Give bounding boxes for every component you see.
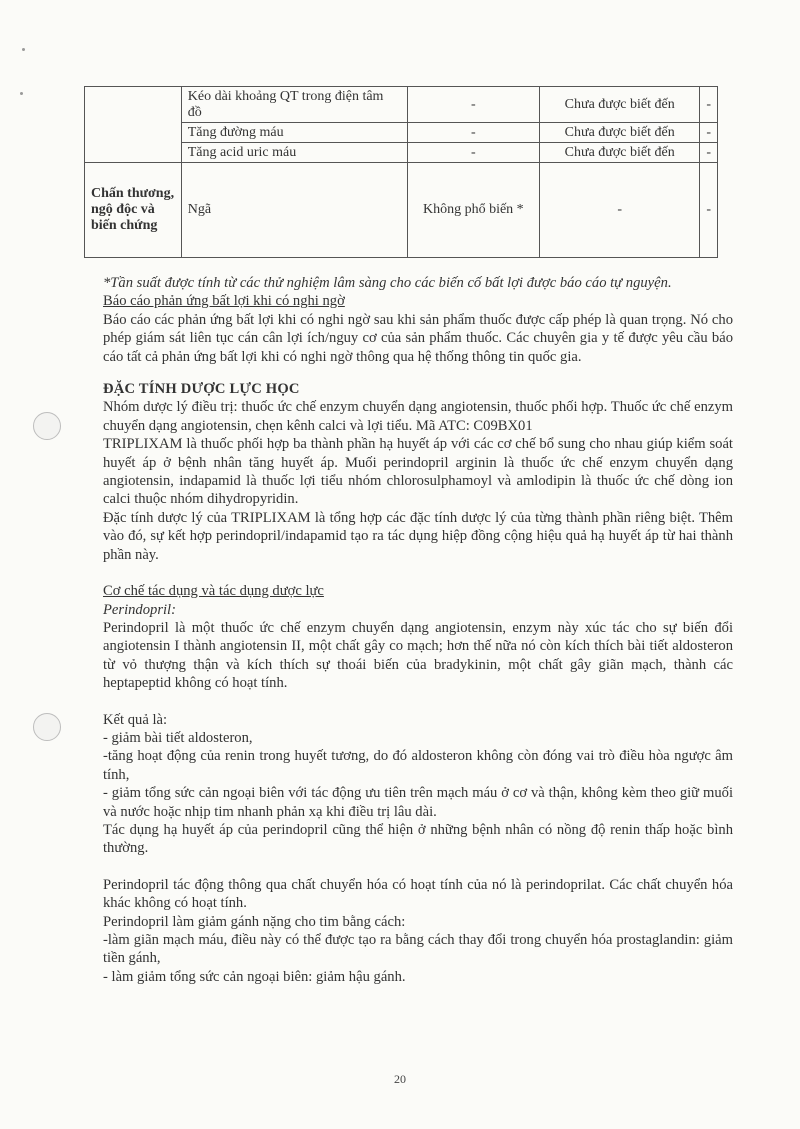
paragraph: Perindopril làm giảm gánh nặng cho tim bằng cách: (103, 913, 406, 930)
result-label: Kết quả là: (103, 711, 168, 728)
document-body (103, 274, 733, 986)
subsection-heading: Cơ chế tác dụng và tác dụng dược lực (103, 583, 324, 600)
report-paragraph: Báo cáo các phản ứng bất lợi khi có nghi ngờ sau khi sản phẩm thuốc được cấp phép là quan trọng. Nó cho phép giám sát liên tục cán cân lợi ích/nguy cơ của sản phẩm thuốc. Các chuyên gia y tế được yêu cầu báo cáo tất cả phản ứng bất lợi khi có nghi ngờ thông qua hệ thống thông tin quốc gia. (103, 311, 733, 365)
binder-hole (33, 412, 61, 440)
report-heading: Báo cáo phản ứng bất lợi khi có nghi ngờ (103, 293, 345, 310)
frequency-cell: - (540, 163, 700, 258)
section-heading: ĐẶC TÍNH DƯỢC LỰC HỌC (103, 381, 300, 398)
page-number: 20 (394, 1072, 406, 1086)
drug-label: Perindopril: (103, 601, 176, 618)
adverse-reactions-table (84, 86, 718, 258)
paragraph: Nhóm dược lý điều trị: thuốc ức chế enzym chuyển dạng angiotensin, thuốc phối hợp. Thuốc ức chế enzym chuyển dạng angiotensin, chẹn kênh calci và lợi tiểu. Mã ATC: C09BX01 (103, 399, 733, 434)
list-item: -làm giãn mạch máu, điều này có thể được tạo ra bằng cách thay đổi trong chuyển hóa prostaglandin: giảm tiền gánh, (103, 932, 733, 967)
list-item: - làm giảm tổng sức cản ngoại biên: giảm hậu gánh. (103, 968, 406, 985)
spacer (103, 858, 733, 876)
soc-cell: Chấn thương, ngộ độc và biến chứng (85, 163, 182, 258)
frequency-cell: Chưa được biết đến (540, 143, 700, 163)
reaction-cell: Ngã (181, 163, 407, 258)
paragraph: Tác dụng hạ huyết áp của perindopril cũng thể hiện ở những bệnh nhân có nồng độ renin thấp hoặc bình thường. (103, 821, 733, 857)
paragraph: Đặc tính dược lý của TRIPLIXAM là tổng hợp các đặc tính dược lý của từng thành phần riêng biệt. Thêm vào đó, sự kết hợp perindopril/indapamid tạo ra tác dụng hiệp đồng cộng hiệu quả hạ huyết áp từ hai thành phần này. (103, 509, 733, 563)
frequency-cell: - (407, 143, 539, 163)
frequency-cell: - (407, 123, 539, 143)
table-row (85, 163, 718, 258)
frequency-cell: - (700, 143, 718, 163)
spacer (103, 564, 733, 582)
reaction-cell: Tăng acid uric máu (181, 143, 407, 163)
frequency-cell: Chưa được biết đến (540, 123, 700, 143)
frequency-cell: - (407, 87, 539, 123)
reaction-cell: Kéo dài khoảng QT trong điện tâm đồ (181, 87, 407, 123)
list-item: -tăng hoạt động của renin trong huyết tương, do đó aldosteron không còn đóng vai trò điều hòa ngược âm tính, (103, 748, 733, 783)
spacer (103, 693, 733, 711)
reaction-cell: Tăng đường máu (181, 123, 407, 143)
list-item: - giảm tổng sức cản ngoại biên với tác động ưu tiên trên mạch máu ở cơ và thận, không kèm theo giữ muối và nước hoặc nhịp tim nhanh phản xạ khi điều trị lâu dài. (103, 785, 733, 820)
frequency-cell: - (700, 87, 718, 123)
paragraph: Perindopril là một thuốc ức chế enzym chuyển dạng angiotensin, enzym này xúc tác cho sự biến đổi angiotensin I thành angiotensin II, một chất gây co mạch; hơn thế nữa nó còn kích thích bài tiết aldosteron từ vỏ thượng thận và kích thích sự thoái biến của bradykinin, một chất gây giãn mạch, thành các heptapeptid không có hoạt tính. (103, 619, 733, 692)
paragraph: Perindopril tác động thông qua chất chuyển hóa có hoạt tính của nó là perindoprilat. Các chất chuyển hóa khác không có hoạt tính. (103, 876, 733, 912)
frequency-cell: Chưa được biết đến (540, 87, 700, 123)
scan-speck (22, 48, 25, 51)
frequency-cell: - (700, 123, 718, 143)
soc-cell (85, 87, 182, 163)
table-footnote: *Tần suất được tính từ các thử nghiệm lâm sàng cho các biến cố bất lợi được báo cáo tự nguyện. (103, 275, 672, 291)
table-row (85, 87, 718, 123)
binder-hole (33, 713, 61, 741)
frequency-cell: - (700, 163, 718, 258)
list-item: - giảm bài tiết aldosteron, (103, 729, 253, 746)
frequency-cell: Không phổ biến * (407, 163, 539, 258)
scan-speck (20, 92, 23, 95)
paragraph: TRIPLIXAM là thuốc phối hợp ba thành phần hạ huyết áp với các cơ chế bổ sung cho nhau giúp kiểm soát huyết áp ở bệnh nhân tăng huyết áp. Muối perindopril arginin là thuốc ức chế enzym chuyển dạng angiotensin, indapamid là thuốc lợi tiểu nhóm chlorosulphamoyl và amlodipin là thuốc ức chế dòng ion calci thuộc nhóm dihydropyridin. (103, 436, 733, 508)
